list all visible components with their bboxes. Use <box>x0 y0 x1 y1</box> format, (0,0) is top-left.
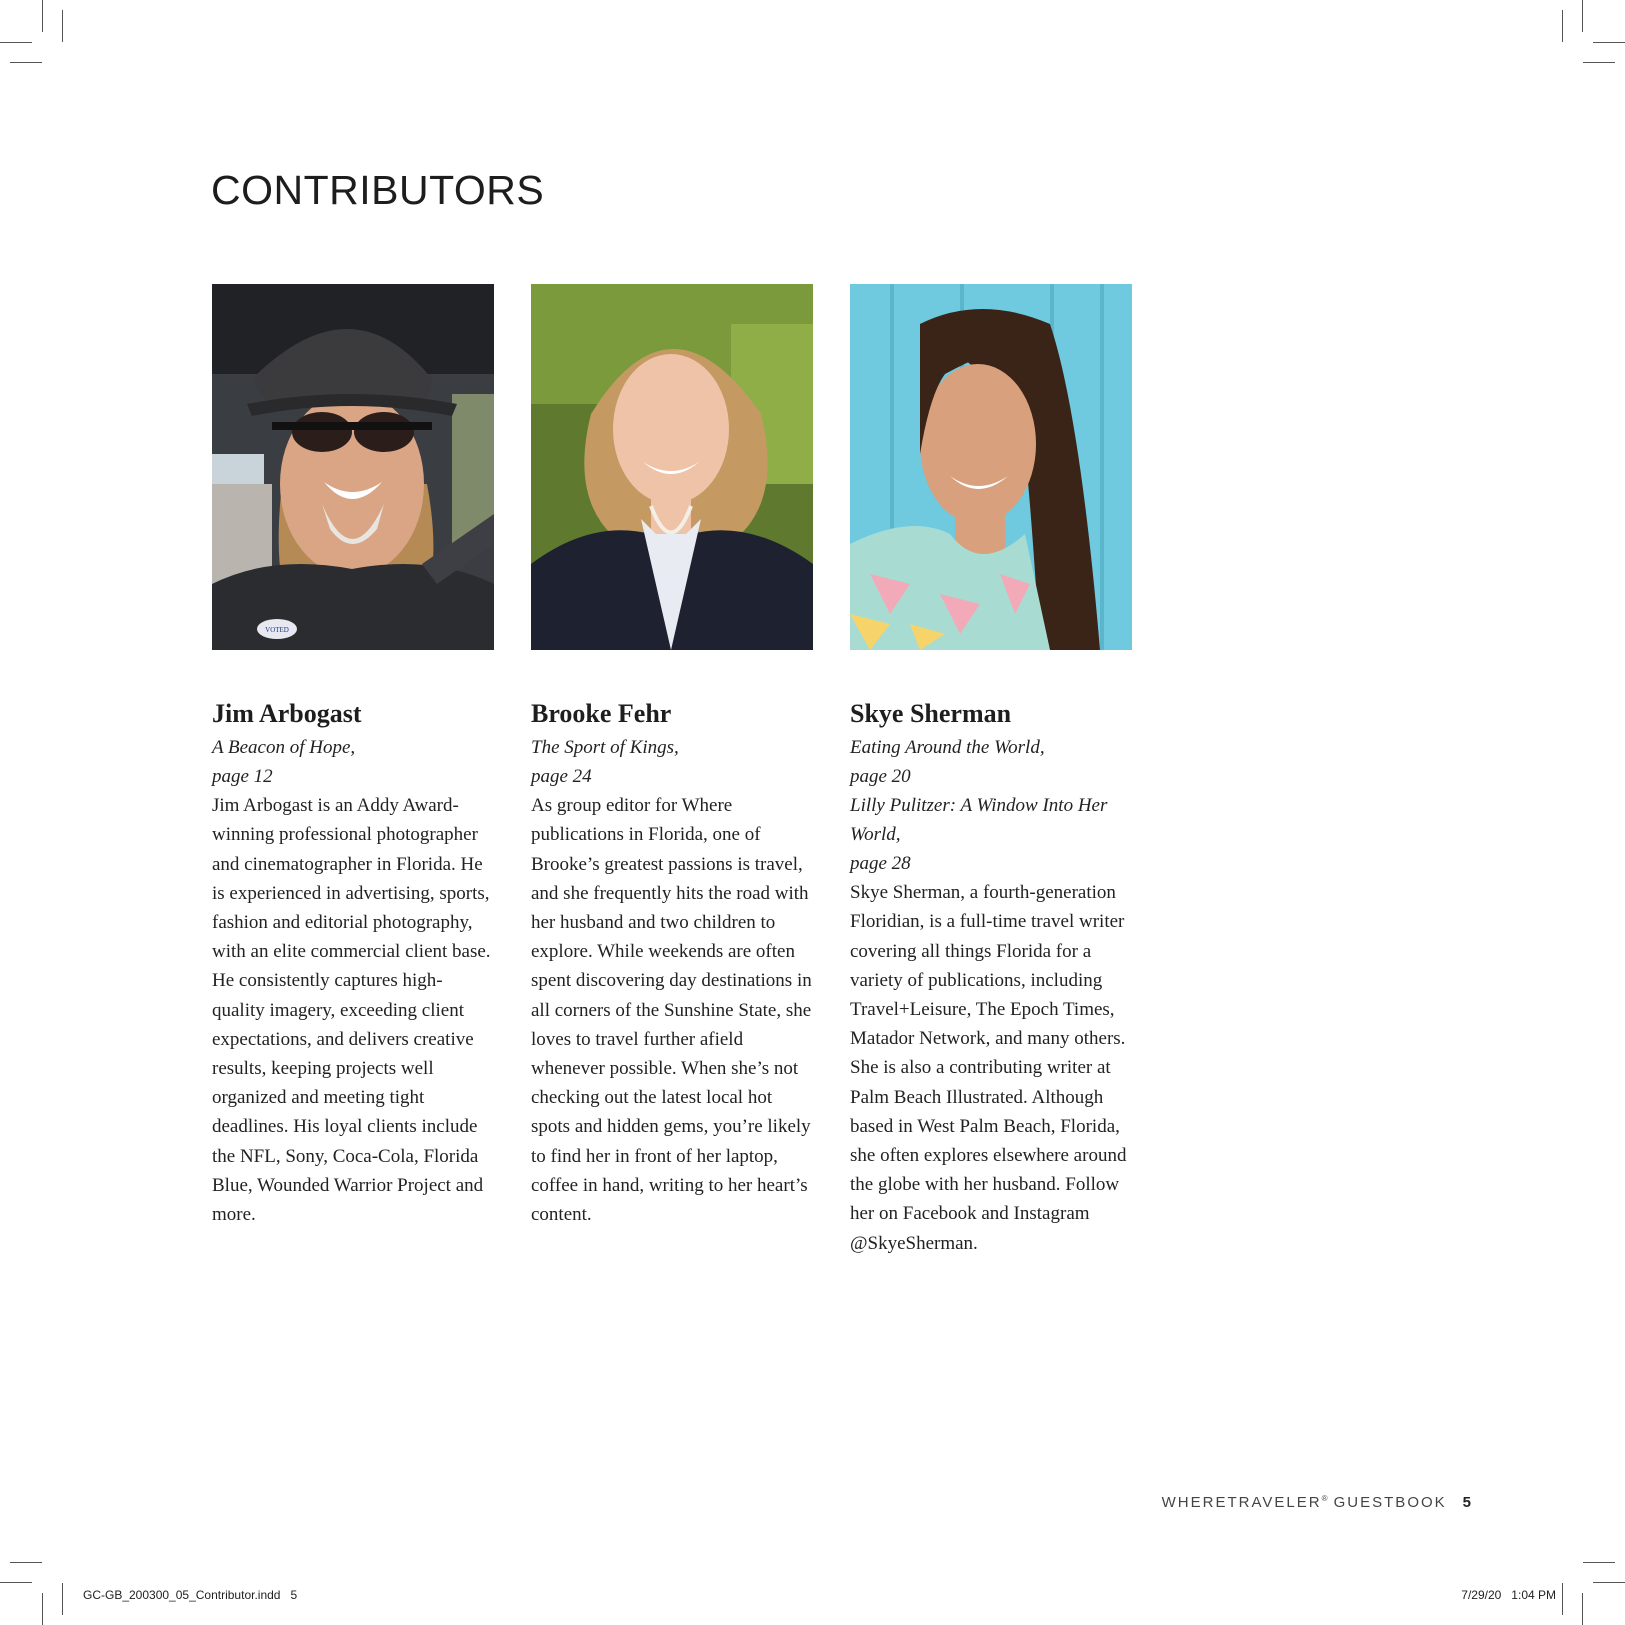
page-folio <box>1162 1494 1473 1511</box>
crop-mark <box>1562 1583 1563 1615</box>
contributor-photo <box>212 284 494 650</box>
contributor-bio: As group editor for Where publications in Florida, one of Brooke’s greatest passions is travel, and she frequently hits the road with her husband and two children to explore. While weekends are often spent discovering day destinations in all corners of the Sunshine State, she loves to travel further afield whenever possible. When she’s not checking out the latest local hot spots and hidden gems, you’re likely to find her in front of her laptop, coffee in hand, writing to her heart’s content. <box>531 795 812 1226</box>
voted-sticker: VOTED <box>265 626 289 634</box>
article-title: A Beacon of Hope, <box>212 737 356 759</box>
crop-mark <box>1593 1582 1625 1583</box>
crop-mark <box>1583 62 1615 63</box>
registered-mark: ® <box>1321 1494 1328 1503</box>
contributor-card <box>212 284 494 1229</box>
crop-mark <box>1582 0 1583 32</box>
publication-name: WHERETRAVELER <box>1161 1494 1322 1511</box>
crop-mark <box>10 1562 42 1563</box>
article-page: page 12 <box>212 766 273 788</box>
section-name: GUESTBOOK <box>1327 1494 1447 1511</box>
page-title: CONTRIBUTORS <box>211 167 545 213</box>
crop-mark <box>10 62 42 63</box>
contributor-bio: Skye Sherman, a fourth-generation Floridian, is a full-time travel writer covering all things Florida for a variety of publications, including Travel+Leisure, The Epoch Times, Matador Network, and many others. She is also a contributing writer at Palm Beach Illustrated. Although based in West Palm Beach, Florida, she often explores elsewhere around the globe with her husband. Follow her on Facebook and Instagram @SkyeSherman. <box>850 882 1127 1254</box>
contributor-card <box>531 284 813 1229</box>
crop-mark <box>42 1593 43 1625</box>
crop-mark <box>1583 1562 1615 1563</box>
article-page: page 24 <box>531 766 592 788</box>
crop-mark <box>0 1582 32 1583</box>
contributor-photo <box>531 284 813 650</box>
crop-mark <box>1582 1593 1583 1625</box>
article-title: Lilly Pulitzer: A Window Into Her World, <box>850 795 1108 846</box>
crop-mark <box>1562 10 1563 42</box>
crop-mark <box>42 0 43 32</box>
crop-mark <box>1593 42 1625 43</box>
slug-filename: GC-GB_200300_05_Contributor.indd 5 <box>83 1588 298 1602</box>
portrait-photo-jim <box>212 284 494 650</box>
contributor-bio: Jim Arbogast is an Addy Award-winning professional photographer and cinematographer in Florida. He is experienced in advertising, sports, fashion and editorial photography, with an elite commercial client base. He consistently captures high-quality imagery, exceeding client expectations, and delivers creative results, keeping projects well organized and meeting tight deadlines. His loyal clients include the NFL, Sony, Coca-Cola, Florida Blue, Wounded Warrior Project and more. <box>212 795 491 1226</box>
contributor-name: Brooke Fehr <box>531 699 672 728</box>
contributor-name: Jim Arbogast <box>212 699 362 728</box>
contributor-photo <box>850 284 1132 650</box>
article-title: The Sport of Kings, <box>531 737 679 759</box>
crop-mark <box>62 10 63 42</box>
contributor-card <box>850 284 1132 1258</box>
article-page: page 20 <box>850 766 911 788</box>
portrait-photo-skye <box>850 284 1132 650</box>
portrait-photo-brooke <box>531 284 813 650</box>
article-title: Eating Around the World, <box>850 737 1045 759</box>
contributor-name: Skye Sherman <box>850 699 1012 728</box>
page-number: 5 <box>1462 1494 1473 1511</box>
slug-datetime: 7/29/20 1:04 PM <box>1461 1588 1556 1602</box>
article-page: page 28 <box>850 853 911 875</box>
crop-mark <box>0 42 32 43</box>
crop-mark <box>62 1583 63 1615</box>
